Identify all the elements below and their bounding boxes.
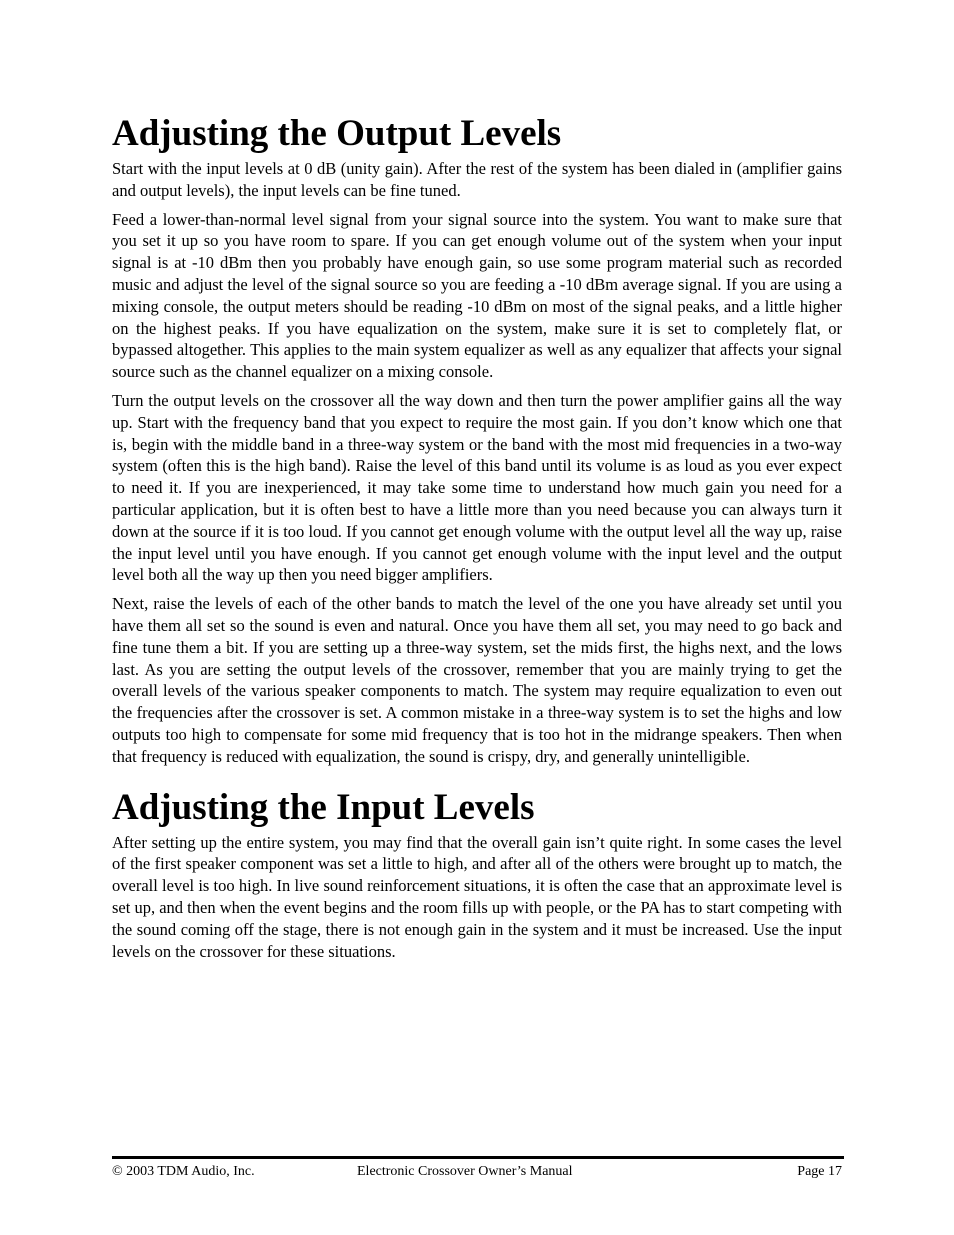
page-content xyxy=(112,110,842,969)
paragraph: Start with the input levels at 0 dB (unity gain). After the rest of the system has been dialed in (amplifier gains and output levels), the input levels can be fine tuned. xyxy=(112,159,842,200)
footer-page-number: Page 17 xyxy=(797,1164,842,1179)
footer-copyright: © 2003 TDM Audio, Inc. xyxy=(112,1164,255,1179)
section-heading: Adjusting the Input Levels xyxy=(112,786,535,828)
paragraph: Feed a lower-than-normal level signal from your signal source into the system. You want to make sure that you set it up so you have room to spare. If you can get enough volume out of the system when your input signal is at -10 dBm then you probably have enough gain, so use some program material such as recorded music and adjust the level of the signal source so you are feeding a -10 dBm average signal. If you are using a mixing console, the output meters should be reading -10 dBm on most of the signal peaks, and a little higher on the highest peaks. If you have equalization on the system, make sure it is set to completely flat, or bypassed altogether. This applies to the main system equalizer as well as any equalizer that affects your signal source such as the channel equalizer on a mixing console. xyxy=(112,209,842,382)
section-input-levels xyxy=(112,784,842,963)
section-heading: Adjusting the Output Levels xyxy=(112,113,562,154)
paragraph: Turn the output levels on the crossover all the way down and then turn the power amplifier gains all the way up. Start with the frequency band that you expect to require the most gain. If you don’t know which one that is, begin with the middle band in a three-way system or the band with the most mid frequencies in a two-way system (often this is the high band). Raise the level of this band until its volume is as loud as you ever expect to need it. If you are inexperienced, it may take some time to understand how much gain you need for a particular application, but it is often best to have a little more than you need because you can always turn it down at the source if it is too loud. If you cannot get enough volume with the output level all the way up, raise the input level until you have enough. If you cannot get enough volume with the input level and the output level both all the way up then you need bigger amplifiers. xyxy=(112,390,842,585)
paragraph: Next, raise the levels of each of the other bands to match the level of the one you have already set until you have them all set so the sound is even and natural. Once you have them all set, you may need to go back and fine tune them a bit. If you are setting up a three-way system, set the mids first, the highs next, and the lows last. As you are setting the output levels of the crossover, remember that you are mainly trying to get the overall levels of the various speaker components to match. The system may require equalization to even out the frequencies after the crossover is set. A common mistake in a three-way system is to set the highs and low outputs too high to compensate for some mid frequency that is too hot in the midrange speakers. Then when that frequency is reduced with equalization, the sound is crispy, dry, and generally unintelligible. xyxy=(112,594,842,766)
footer-rule xyxy=(112,1156,844,1159)
section-output-levels xyxy=(112,110,842,768)
page-footer xyxy=(112,1156,844,1182)
footer-row xyxy=(112,1162,844,1182)
paragraph: After setting up the entire system, you may find that the overall gain isn’t quite right. In some cases the level of the first speaker component was set a little to high, and after all of the others were brought up to match, the overall level is too high. In live sound reinforcement situations, it is often the case that an approximate level is set up, and then when the event begins and the room fills up with people, or the PA has to start competing with the sound coming off the stage, there is not enough gain in the system and it must be increased. Use the input levels on the crossover for these situations. xyxy=(112,832,842,961)
footer-title: Electronic Crossover Owner’s Manual xyxy=(357,1164,573,1179)
